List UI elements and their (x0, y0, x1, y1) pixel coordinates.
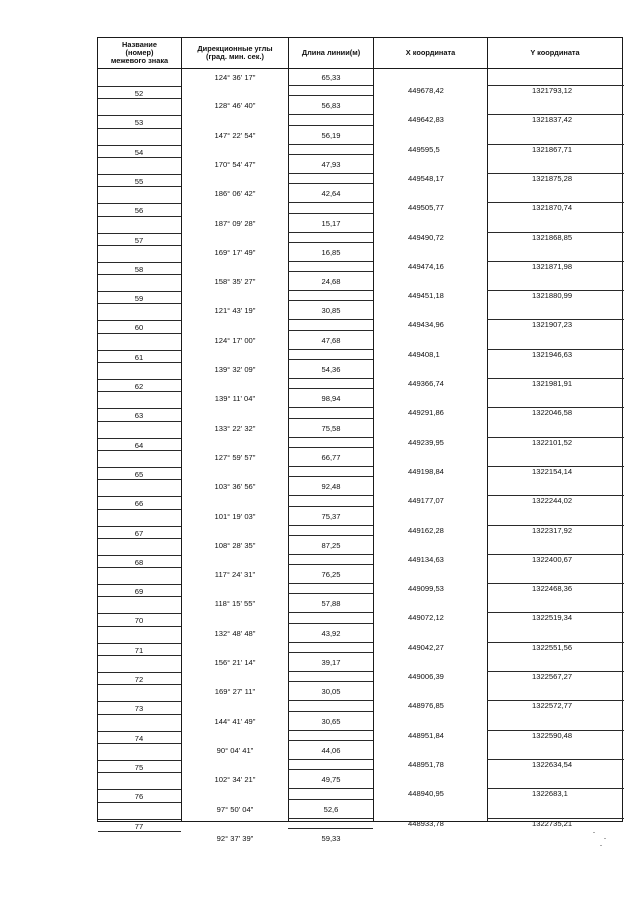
y-coordinate-cell: 1322519,34 (532, 613, 573, 623)
row-divider (98, 672, 181, 673)
row-divider (98, 643, 181, 644)
angle-cell: 118° 15' 55" (214, 599, 256, 609)
angle-cell: 121° 43' 19" (214, 306, 256, 316)
angle-cell: 187° 09' 28" (214, 218, 256, 228)
row-divider (288, 388, 373, 389)
point-number: 74 (134, 733, 144, 743)
point-number: 73 (134, 704, 144, 714)
row-divider (288, 242, 373, 243)
x-coordinate-cell: 449505,77 (408, 203, 444, 213)
row-divider (98, 115, 181, 116)
length-cell: 24,68 (321, 277, 341, 287)
length-cell: 92,48 (321, 482, 341, 492)
y-coordinate-cell: 1321907,23 (532, 320, 573, 330)
x-coordinate-cell: 449177,07 (408, 496, 444, 506)
row-divider (288, 447, 373, 448)
row-divider (98, 596, 181, 597)
length-cell: 57,88 (321, 599, 341, 609)
length-cell: 56,83 (321, 101, 341, 111)
y-coordinate-cell: 1322046,58 (532, 408, 573, 418)
row-divider (288, 466, 373, 467)
row-divider (98, 333, 181, 334)
row-divider (98, 362, 181, 363)
row-divider (98, 391, 181, 392)
row-divider (288, 290, 373, 291)
angle-cell: 103° 36' 56" (214, 482, 256, 492)
length-cell: 76,25 (321, 570, 341, 580)
row-divider (288, 85, 373, 86)
row-divider (288, 623, 373, 624)
scan-speck (600, 845, 602, 846)
x-coordinate-cell: 449678,42 (408, 86, 444, 95)
x-coordinate-cell: 449198,84 (408, 466, 444, 476)
row-divider (98, 157, 181, 158)
angle-cell: 124° 36' 17" (214, 73, 256, 82)
row-divider (98, 819, 181, 820)
row-divider (98, 496, 181, 497)
row-divider (98, 274, 181, 275)
angle-cell: 156° 21' 14" (214, 658, 256, 667)
point-number: 58 (134, 264, 144, 274)
y-coordinate-cell: 1321875,28 (532, 173, 573, 183)
row-divider (288, 261, 373, 262)
row-divider (288, 652, 373, 653)
angle-cell: 92° 37' 39" (216, 833, 254, 843)
row-divider (288, 818, 373, 819)
scan-speck (593, 832, 595, 833)
row-divider (98, 584, 181, 585)
row-divider (98, 467, 181, 468)
row-divider (98, 789, 181, 790)
row-divider (288, 95, 373, 96)
row-divider (288, 378, 373, 379)
x-coordinate-cell: 448951,78 (408, 759, 444, 769)
x-coordinate-cell: 449595,5 (408, 144, 440, 154)
length-cell: 49,75 (321, 775, 341, 785)
row-divider (98, 128, 181, 129)
row-divider (98, 174, 181, 175)
point-number: 57 (134, 235, 144, 245)
x-coordinate-cell: 449134,63 (408, 554, 444, 564)
row-divider (288, 154, 373, 155)
point-number: 62 (134, 382, 144, 391)
point-number: 52 (134, 89, 144, 98)
row-divider (98, 320, 181, 321)
y-coordinate-cell: 1322400,67 (532, 554, 573, 564)
point-number: 69 (134, 587, 144, 597)
angle-cell: 139° 32' 09" (214, 365, 256, 374)
row-divider (98, 98, 181, 99)
y-coordinate-cell: 1321981,91 (532, 379, 573, 388)
row-divider (288, 271, 373, 272)
x-coordinate-cell: 449239,95 (408, 437, 444, 447)
point-number: 70 (134, 616, 144, 626)
y-coordinate-cell: 1322101,52 (532, 437, 573, 447)
row-divider (288, 144, 373, 145)
row-divider (98, 613, 181, 614)
row-divider (98, 303, 181, 304)
row-divider (288, 114, 373, 115)
row-divider (288, 642, 373, 643)
row-divider (98, 450, 181, 451)
header-y-coordinate: Y координата (530, 48, 580, 57)
point-number: 71 (134, 645, 144, 655)
row-divider (98, 626, 181, 627)
row-divider (288, 564, 373, 565)
row-divider (288, 476, 373, 477)
row-divider (98, 350, 181, 351)
angle-cell: 147° 22' 54" (214, 130, 256, 140)
y-coordinate-cell: 1321871,98 (532, 261, 573, 271)
length-cell: 47,93 (321, 159, 341, 169)
row-divider (288, 183, 373, 184)
row-divider (288, 535, 373, 536)
coordinates-table (97, 37, 623, 843)
row-divider (288, 730, 373, 731)
row-divider (98, 438, 181, 439)
row-divider (288, 506, 373, 507)
point-number: 61 (134, 352, 144, 362)
row-divider (288, 799, 373, 800)
x-coordinate-cell: 448940,95 (408, 789, 444, 799)
row-divider (98, 379, 181, 380)
row-divider (288, 173, 373, 174)
header-directional-angles: Дирекционные углы (град. мин. сек.) (197, 44, 273, 61)
row-divider (98, 731, 181, 732)
row-divider (288, 125, 373, 126)
angle-cell: 117° 24' 31" (214, 570, 256, 580)
row-divider (98, 802, 181, 803)
angle-cell: 90° 04' 41" (216, 745, 254, 755)
x-coordinate-cell: 448933,78 (408, 818, 444, 828)
point-number: 65 (134, 469, 144, 479)
y-coordinate-cell: 1322468,36 (532, 584, 573, 594)
y-coordinate-cell: 1322567,27 (532, 672, 573, 681)
point-number: 54 (134, 147, 144, 157)
row-divider (288, 759, 373, 760)
row-divider (288, 437, 373, 438)
point-number: 56 (134, 206, 144, 216)
length-cell: 65,33 (321, 73, 341, 82)
y-coordinate-cell: 1321837,42 (532, 115, 573, 125)
y-coordinate-cell: 1322572,77 (532, 701, 573, 711)
row-divider (288, 711, 373, 712)
row-divider (98, 684, 181, 685)
row-divider (288, 740, 373, 741)
y-coordinate-cell: 1322317,92 (532, 525, 573, 535)
point-number: 55 (134, 176, 144, 186)
angle-cell: 128° 46' 40" (214, 101, 256, 111)
row-divider (98, 743, 181, 744)
angle-cell: 108° 28' 35" (214, 540, 256, 550)
point-number: 53 (134, 118, 144, 128)
row-divider (288, 213, 373, 214)
row-divider (288, 319, 373, 320)
x-coordinate-cell: 448951,84 (408, 730, 444, 740)
length-cell: 54,36 (321, 365, 341, 374)
point-number: 60 (134, 323, 144, 333)
x-coordinate-cell: 449366,74 (408, 379, 444, 388)
row-divider (288, 769, 373, 770)
x-coordinate-cell: 449006,39 (408, 672, 444, 681)
row-divider (288, 407, 373, 408)
header-point-name: Название (номер) межевого знака (110, 40, 169, 65)
x-coordinate-cell: 449548,17 (408, 173, 444, 183)
point-number: 77 (134, 821, 144, 831)
row-divider (98, 526, 181, 527)
length-cell: 66,77 (321, 452, 341, 462)
x-coordinate-cell: 449434,96 (408, 320, 444, 330)
angle-cell: 139° 11' 04" (214, 394, 256, 404)
column-divider (288, 38, 289, 821)
row-divider (98, 655, 181, 656)
y-coordinate-cell: 1322244,02 (532, 496, 573, 506)
row-divider (98, 555, 181, 556)
row-divider (98, 701, 181, 702)
angle-cell: 97° 50' 04" (216, 804, 254, 814)
row-divider (288, 671, 373, 672)
row-divider (288, 300, 373, 301)
angle-cell: 133° 22' 32" (214, 423, 256, 433)
row-divider (288, 593, 373, 594)
row-divider (98, 262, 181, 263)
row-divider (98, 233, 181, 234)
length-cell: 98,94 (321, 394, 341, 404)
point-number: 66 (134, 499, 144, 509)
row-divider (288, 232, 373, 233)
y-coordinate-cell: 1321880,99 (532, 291, 573, 301)
angle-cell: 170° 54' 47" (214, 159, 256, 169)
length-cell: 87,25 (321, 540, 341, 550)
angle-cell: 132° 48' 48" (214, 628, 256, 638)
x-coordinate-cell: 449099,53 (408, 584, 444, 594)
header-line-length: Длина линии(м) (301, 48, 361, 57)
row-divider (288, 495, 373, 496)
y-coordinate-cell: 1321946,63 (532, 349, 573, 359)
length-cell: 30,05 (321, 687, 341, 697)
row-divider (288, 681, 373, 682)
row-divider (98, 567, 181, 568)
x-coordinate-cell: 449408,1 (408, 349, 440, 359)
y-coordinate-cell: 1322551,56 (532, 642, 573, 652)
x-coordinate-cell: 449490,72 (408, 232, 444, 242)
y-coordinate-cell: 1321868,85 (532, 232, 573, 242)
row-divider (288, 359, 373, 360)
row-divider (98, 203, 181, 204)
length-cell: 75,37 (321, 511, 341, 521)
point-number: 67 (134, 528, 144, 538)
point-number: 75 (134, 762, 144, 772)
length-cell: 56,19 (321, 130, 341, 140)
x-coordinate-cell: 449042,27 (408, 642, 444, 652)
point-number: 76 (134, 792, 144, 802)
row-divider (98, 291, 181, 292)
row-divider (98, 760, 181, 761)
row-divider (98, 714, 181, 715)
length-cell: 43,92 (321, 628, 341, 638)
length-cell: 44,06 (321, 745, 341, 755)
x-coordinate-cell: 449451,18 (408, 291, 444, 301)
row-divider (98, 421, 181, 422)
length-cell: 30,85 (321, 306, 341, 316)
x-coordinate-cell: 449474,16 (408, 261, 444, 271)
angle-cell: 124° 17' 00" (214, 335, 256, 345)
y-coordinate-cell: 1322683,1 (532, 789, 568, 799)
length-cell: 75,58 (321, 423, 341, 433)
row-divider (288, 612, 373, 613)
y-coordinate-cell: 1322634,54 (532, 759, 573, 769)
y-coordinate-cell: 1322154,14 (532, 466, 573, 476)
y-coordinate-cell: 1322590,48 (532, 730, 573, 740)
y-coordinate-cell: 1322735,21 (532, 818, 573, 828)
angle-cell: 186° 06' 42" (214, 189, 256, 199)
row-divider (288, 330, 373, 331)
length-cell: 39,17 (321, 658, 341, 667)
table-header (98, 38, 622, 69)
angle-cell: 158° 35' 27" (214, 277, 256, 287)
y-coordinate-cell: 1321867,71 (532, 144, 573, 154)
x-coordinate-cell: 449642,83 (408, 115, 444, 125)
x-coordinate-cell: 449162,28 (408, 525, 444, 535)
angle-cell: 102° 34' 21" (214, 775, 256, 785)
point-number: 59 (134, 294, 144, 304)
row-divider (98, 245, 181, 246)
row-divider (288, 828, 373, 829)
length-cell: 16,85 (321, 247, 341, 257)
length-cell: 47,68 (321, 335, 341, 345)
row-divider (288, 202, 373, 203)
row-divider (98, 772, 181, 773)
column-divider (181, 38, 182, 821)
length-cell: 52,6 (323, 804, 339, 814)
header-x-coordinate: X координата (405, 48, 456, 57)
x-coordinate-cell: 449291,86 (408, 408, 444, 418)
row-divider (98, 186, 181, 187)
x-coordinate-cell: 448976,85 (408, 701, 444, 711)
angle-cell: 144° 41' 49" (214, 716, 256, 726)
point-number: 63 (134, 411, 144, 421)
row-divider (288, 788, 373, 789)
column-divider (487, 38, 488, 821)
length-cell: 59,33 (321, 833, 341, 843)
point-number: 64 (134, 440, 144, 450)
scan-speck (604, 838, 606, 839)
row-divider (98, 145, 181, 146)
angle-cell: 169° 27' 11" (214, 687, 256, 697)
y-coordinate-cell: 1321870,74 (532, 203, 573, 213)
angle-cell: 169° 17' 49" (214, 247, 256, 257)
row-divider (288, 700, 373, 701)
row-divider (288, 583, 373, 584)
row-divider (288, 525, 373, 526)
y-coordinate-cell: 1321793,12 (532, 86, 573, 95)
row-divider (98, 86, 181, 87)
point-number: 72 (134, 675, 144, 684)
column-divider (373, 38, 374, 821)
row-divider (98, 509, 181, 510)
angle-cell: 101° 19' 03" (214, 511, 256, 521)
row-divider (288, 349, 373, 350)
row-divider (98, 408, 181, 409)
row-divider (288, 418, 373, 419)
x-coordinate-cell: 449072,12 (408, 613, 444, 623)
length-cell: 15,17 (321, 218, 341, 228)
length-cell: 42,64 (321, 189, 341, 199)
row-divider (98, 216, 181, 217)
row-divider (288, 554, 373, 555)
row-divider (98, 831, 181, 832)
row-divider (98, 479, 181, 480)
row-divider (98, 538, 181, 539)
length-cell: 30,65 (321, 716, 341, 726)
angle-cell: 127° 59' 57" (214, 452, 256, 462)
point-number: 68 (134, 557, 144, 567)
